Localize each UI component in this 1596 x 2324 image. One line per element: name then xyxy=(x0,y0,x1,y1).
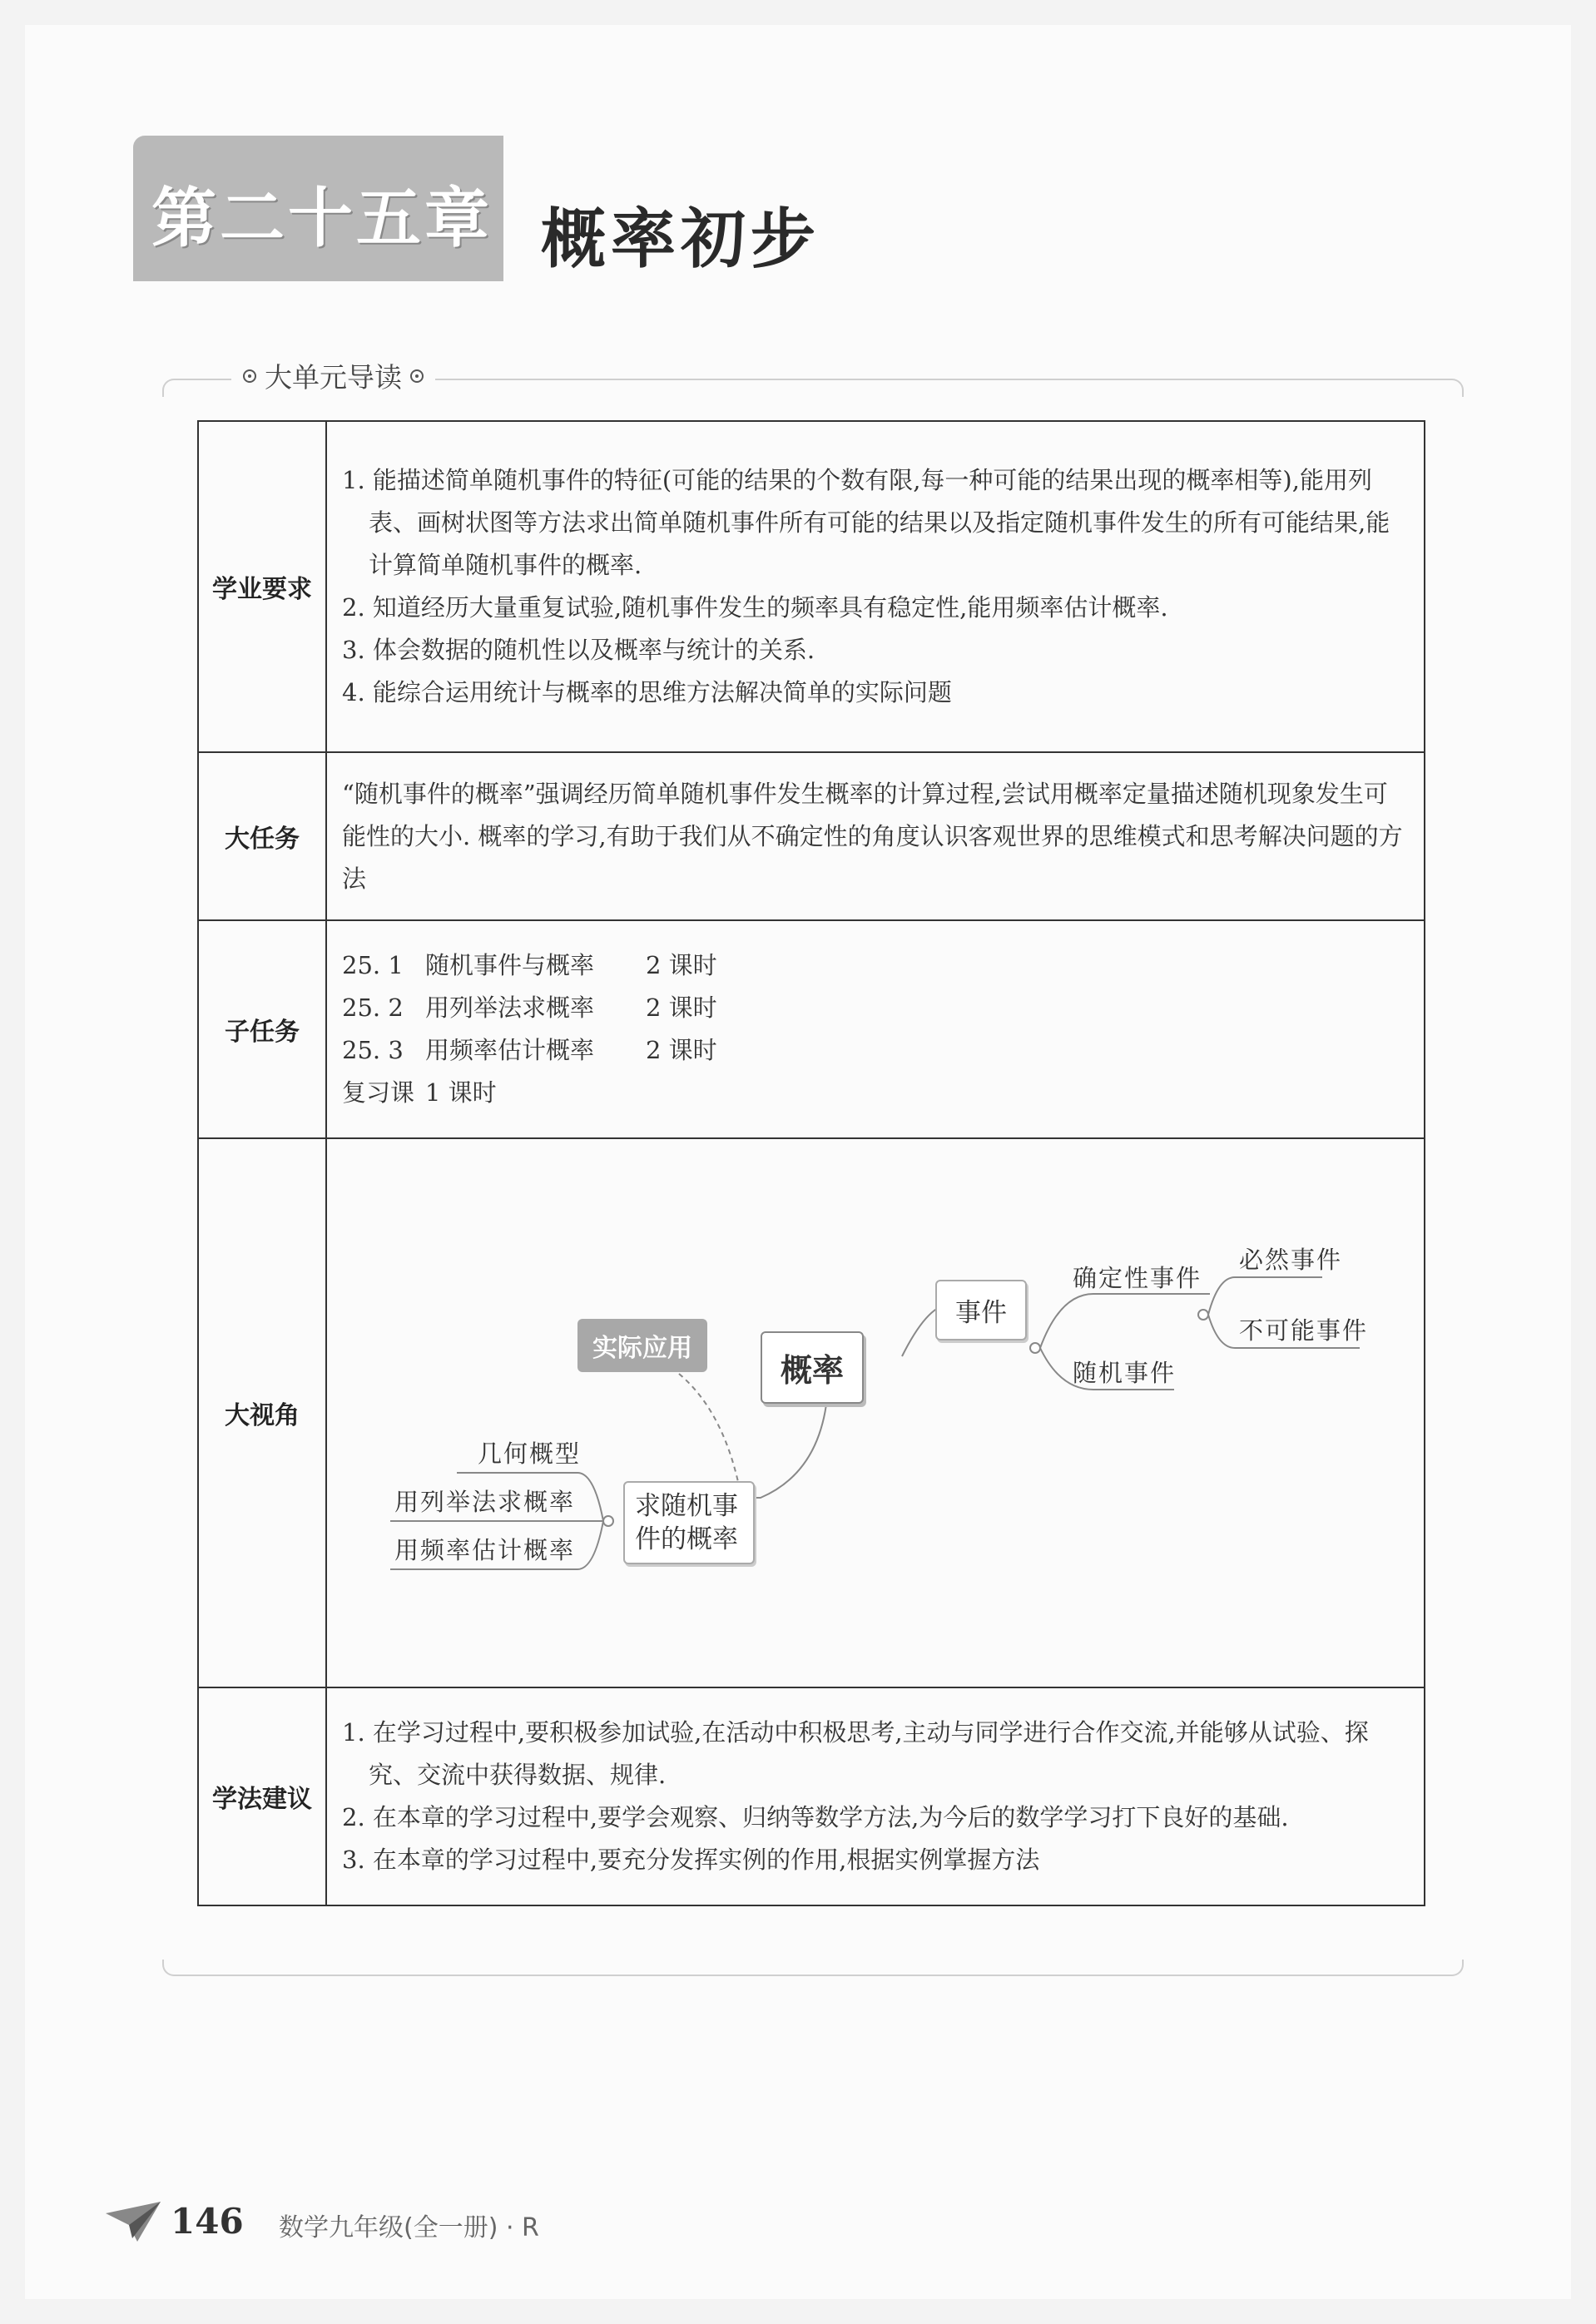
row-content xyxy=(326,421,1425,752)
sub-task-hours: 2 课时 xyxy=(646,951,717,979)
mind-map xyxy=(328,1140,1423,1686)
list-item: 1. 能描述简单随机事件的特征(可能的结果的个数有限,每一种可能的结果出现的概率相等),能用列表、画树状图等方法求出简单随机事件所有可能的结果以及指定随机事件发生的所有可能结果,能计算简单随机事件的概率. xyxy=(342,466,1390,579)
connector-line xyxy=(748,1398,827,1498)
sub-task-number: 25. 3 xyxy=(342,1036,404,1064)
review-name: 复习课 xyxy=(342,1078,415,1107)
row-big-task xyxy=(198,752,1425,920)
row-sub-tasks xyxy=(198,920,1425,1138)
section-title: 大单元导读 xyxy=(265,361,402,394)
list-item: 3. 体会数据的随机性以及概率与统计的关系. xyxy=(342,636,815,664)
row-big-view xyxy=(198,1138,1425,1687)
paper-plane-icon xyxy=(104,2197,162,2247)
page-number: 146 xyxy=(171,2201,244,2242)
connector-line xyxy=(652,1356,740,1489)
list-item: 4. 能综合运用统计与概率的思维方法解决简单的实际问题 xyxy=(342,678,952,706)
sub-task-hours: 2 课时 xyxy=(646,1036,717,1064)
row-content xyxy=(326,920,1425,1138)
connector-node xyxy=(1198,1310,1208,1320)
row-label: 大任务 xyxy=(198,752,326,920)
mind-map-leaf: 必然事件 xyxy=(1239,1246,1343,1274)
row-study-advice xyxy=(198,1687,1425,1905)
list-item xyxy=(342,1072,1409,1114)
connector-line xyxy=(1040,1294,1210,1348)
chapter-label: 第二十五章 xyxy=(151,181,493,256)
row-label: 子任务 xyxy=(198,920,326,1138)
review-hours: 1 课时 xyxy=(425,1078,497,1107)
guide-table xyxy=(197,420,1425,1906)
mind-map-leaf: 确定性事件 xyxy=(1073,1264,1202,1292)
mind-map-node: 事件 xyxy=(935,1280,1027,1340)
mind-map-node: 求随机事件的概率 xyxy=(623,1481,755,1564)
connector-line xyxy=(1208,1277,1322,1315)
chapter-title: 概率初步 xyxy=(541,202,821,277)
mind-map-application: 实际应用 xyxy=(577,1319,707,1372)
list-item: 3. 在本章的学习过程中,要充分发挥实例的作用,根据实例掌握方法 xyxy=(342,1846,1040,1874)
section-header xyxy=(231,356,435,395)
sub-task-name: 用频率估计概率 xyxy=(425,1036,595,1064)
paragraph: “随机事件的概率”强调经历简单随机事件发生概率的计算过程,尝试用概率定量描述随机现象发生可能性的大小. 概率的学习,有助于我们从不确定性的角度认识客观世界的思维模式和思考解决问题的方法 xyxy=(342,779,1403,893)
mind-map-core: 概率 xyxy=(761,1331,864,1404)
list-item: 2. 在本章的学习过程中,要学会观察、归纳等数学方法,为今后的数学学习打下良好的基础. xyxy=(342,1803,1289,1831)
connector-node xyxy=(603,1516,613,1526)
mind-map-leaf: 用频率估计概率 xyxy=(394,1536,576,1564)
row-content xyxy=(326,1687,1425,1905)
row-label: 学法建议 xyxy=(198,1687,326,1905)
section-frame-bottom xyxy=(162,1960,1464,1976)
connector-node xyxy=(1030,1343,1040,1353)
row-content xyxy=(326,752,1425,920)
row-content xyxy=(326,1138,1425,1687)
mind-map-leaf: 随机事件 xyxy=(1073,1359,1177,1387)
mind-map-leaf: 几何概型 xyxy=(478,1439,582,1468)
sub-task-hours: 2 课时 xyxy=(646,994,717,1022)
sub-task-name: 随机事件与概率 xyxy=(425,951,595,979)
mind-map-lines xyxy=(328,1140,1426,1686)
row-label: 学业要求 xyxy=(198,421,326,752)
sub-task-name: 用列举法求概率 xyxy=(425,994,595,1022)
list-item: 1. 在学习过程中,要积极参加试验,在活动中积极思考,主动与同学进行合作交流,并能够从试验、探究、交流中获得数据、规律. xyxy=(342,1718,1369,1789)
list-item: 2. 知道经历大量重复试验,随机事件发生的频率具有稳定性,能用频率估计概率. xyxy=(342,593,1168,622)
mind-map-leaf: 用列举法求概率 xyxy=(394,1488,576,1516)
circle-dot-icon xyxy=(243,369,256,383)
mind-map-leaf: 不可能事件 xyxy=(1239,1316,1369,1345)
list-item xyxy=(342,944,1409,987)
row-label: 大视角 xyxy=(198,1138,326,1687)
sub-task-number: 25. 1 xyxy=(342,951,404,979)
book-title: 数学九年级(全一册) · R xyxy=(279,2213,539,2242)
sub-task-number: 25. 2 xyxy=(342,994,404,1022)
row-requirements xyxy=(198,421,1425,752)
list-item xyxy=(342,1029,1409,1072)
list-item xyxy=(342,987,1409,1029)
circle-dot-icon xyxy=(410,369,424,383)
